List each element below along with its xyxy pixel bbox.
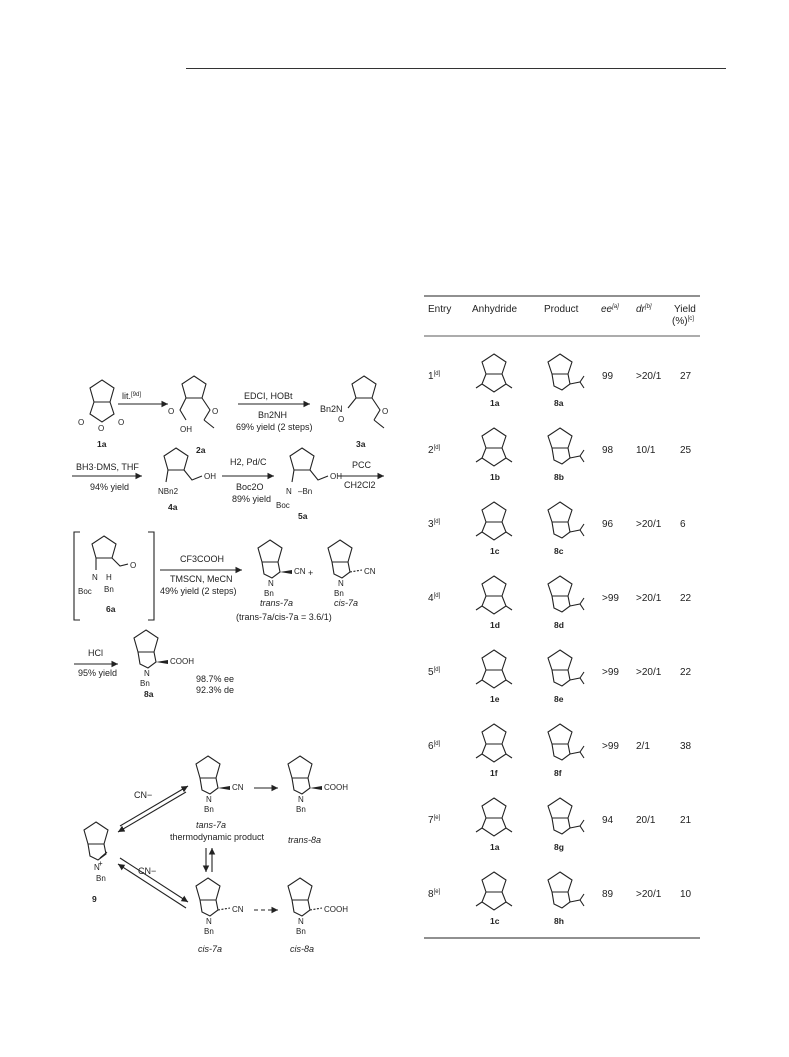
scheme-1 — [72, 376, 388, 699]
row-1-ee: 99 — [602, 371, 614, 382]
svg-text:O: O — [78, 418, 85, 427]
row-6-anhydride-structure — [476, 724, 512, 762]
reagent-tmscn: TMSCN, MeCN — [170, 574, 233, 584]
row-5-ee: >99 — [602, 667, 619, 678]
bracket-left — [74, 532, 80, 620]
svg-text:CN: CN — [294, 567, 306, 576]
structure-trans-7a-s2 — [196, 756, 244, 814]
svg-text:O: O — [98, 424, 105, 433]
table-body — [428, 354, 692, 926]
svg-text:N: N — [298, 917, 304, 926]
lit-label: lit.[9d] — [122, 391, 142, 401]
row-6-dr: 2/1 — [636, 741, 650, 752]
thermo-label: thermodynamic product — [170, 832, 265, 842]
yield-2: 94% yield — [90, 482, 130, 492]
row-2-product-label: 8b — [554, 472, 564, 482]
structure-9 — [84, 822, 108, 883]
row-1-anhydride-structure — [476, 354, 512, 392]
label-1a: 1a — [97, 439, 107, 449]
svg-text:OH: OH — [330, 472, 342, 481]
structure-8a — [134, 630, 194, 688]
svg-text:COOH: COOH — [170, 657, 194, 666]
row-8-product-structure — [548, 872, 584, 908]
ee-value: 98.7% ee — [196, 674, 235, 684]
row-8-dr: >20/1 — [636, 889, 662, 900]
svg-text:N: N — [92, 573, 98, 582]
reagent-ch2cl2: CH2Cl2 — [344, 480, 376, 490]
reagent-edci: EDCI, HOBt — [244, 391, 293, 401]
row-1-yield: 27 — [680, 371, 692, 382]
row-5-anhydride-label: 1e — [490, 694, 500, 704]
row-4-product-label: 8d — [554, 620, 564, 630]
svg-text:Bn: Bn — [204, 927, 214, 936]
row-2-anhydride-label: 1b — [490, 472, 500, 482]
row-8-yield: 10 — [680, 889, 692, 900]
svg-text:NBn2: NBn2 — [158, 487, 179, 496]
row-2-dr: 10/1 — [636, 445, 656, 456]
row-3-ee: 96 — [602, 519, 614, 530]
svg-text:–Bn: –Bn — [298, 487, 313, 496]
row-8-entry: 8[e] — [428, 889, 441, 900]
row-5-entry: 5[d] — [428, 667, 441, 678]
svg-text:O: O — [118, 418, 125, 427]
row-5-product-structure — [548, 650, 584, 686]
svg-text:H: H — [106, 573, 112, 582]
row-7-product-label: 8g — [554, 842, 564, 852]
label-cis-8a: cis-8a — [290, 944, 315, 954]
plus-sign: + — [308, 568, 314, 578]
header-product: Product — [544, 304, 579, 315]
row-2-ee: 98 — [602, 445, 614, 456]
header-yield-unit: (%)[c] — [672, 316, 694, 327]
reagent-pcc: PCC — [352, 460, 372, 470]
svg-text:O: O — [338, 415, 345, 424]
label-trans-7a: trans-7a — [260, 598, 294, 608]
structure-4a — [158, 448, 216, 496]
header-anhydride: Anhydride — [472, 304, 518, 315]
structure-cis-8a — [288, 878, 348, 936]
label-3a: 3a — [356, 439, 366, 449]
row-5-product-label: 8e — [554, 694, 564, 704]
structure-trans-8a — [288, 756, 348, 814]
svg-text:Bn: Bn — [140, 679, 150, 688]
svg-text:O: O — [212, 407, 219, 416]
svg-text:CN: CN — [364, 567, 376, 576]
bracket-right — [148, 532, 154, 620]
reagent-hcl: HCl — [88, 648, 103, 658]
header-ee: ee[a] — [601, 304, 619, 315]
row-7-anhydride-label: 1a — [490, 842, 500, 852]
svg-text:OH: OH — [204, 472, 216, 481]
structure-3a — [338, 376, 388, 428]
svg-text:N: N — [298, 795, 304, 804]
reagent-cf3cooh: CF3COOH — [180, 554, 225, 564]
cn-minus-2: CN− — [138, 866, 157, 876]
row-6-product-structure — [548, 724, 584, 760]
svg-text:O: O — [382, 407, 389, 416]
row-6-product-label: 8f — [554, 768, 562, 778]
row-2-anhydride-structure — [476, 428, 512, 466]
svg-text:CN: CN — [232, 905, 244, 914]
svg-text:Boc: Boc — [276, 501, 290, 510]
row-1-product-label: 8a — [554, 398, 564, 408]
row-7-yield: 21 — [680, 815, 692, 826]
row-2-entry: 2[d] — [428, 445, 441, 456]
row-6-anhydride-label: 1f — [490, 768, 498, 778]
row-7-entry: 7[e] — [428, 815, 441, 826]
reagent-bn2nh: Bn2NH — [258, 410, 288, 420]
bn-6a: Bn — [104, 585, 114, 594]
results-table — [424, 296, 700, 938]
header-yield: Yield — [674, 304, 696, 315]
svg-text:Bn: Bn — [96, 874, 106, 883]
structure-1a — [78, 380, 124, 433]
row-8-anhydride-structure — [476, 872, 512, 910]
svg-text:O: O — [130, 561, 137, 570]
row-5-anhydride-structure — [476, 650, 512, 688]
row-4-anhydride-structure — [476, 576, 512, 614]
scheme-2 — [84, 756, 348, 954]
svg-text:Boc: Boc — [78, 587, 92, 596]
structure-5a — [276, 448, 342, 510]
row-3-anhydride-label: 1c — [490, 546, 500, 556]
row-7-product-structure — [548, 798, 584, 834]
label-4a: 4a — [168, 502, 178, 512]
row-3-product-structure — [548, 502, 584, 538]
reagent-h2: H2, Pd/C — [230, 457, 267, 467]
header-entry: Entry — [428, 304, 452, 315]
row-3-dr: >20/1 — [636, 519, 662, 530]
label-9: 9 — [92, 894, 97, 904]
row-6-ee: >99 — [602, 741, 619, 752]
svg-text:Bn: Bn — [264, 589, 274, 598]
header-dr: dr[b] — [636, 304, 652, 315]
row-1-product-structure — [548, 354, 584, 390]
svg-text:N: N — [206, 795, 212, 804]
svg-text:Bn: Bn — [296, 927, 306, 936]
row-8-anhydride-label: 1c — [490, 916, 500, 926]
row-2-yield: 25 — [680, 445, 692, 456]
svg-text:N: N — [338, 579, 344, 588]
label-cis-7a-s2: cis-7a — [198, 944, 223, 954]
svg-text:Bn: Bn — [204, 805, 214, 814]
yield-6: 95% yield — [78, 668, 118, 678]
row-1-dr: >20/1 — [636, 371, 662, 382]
de-value: 92.3% de — [196, 685, 235, 695]
row-4-product-structure — [548, 576, 584, 612]
svg-text:COOH: COOH — [324, 783, 348, 792]
row-3-yield: 6 — [680, 519, 686, 530]
row-7-dr: 20/1 — [636, 815, 656, 826]
label-2a: 2a — [196, 445, 206, 455]
row-5-dr: >20/1 — [636, 667, 662, 678]
svg-text:O: O — [168, 407, 175, 416]
label-trans-8a: trans-8a — [288, 835, 322, 845]
row-4-ee: >99 — [602, 593, 619, 604]
row-5-yield: 22 — [680, 667, 692, 678]
svg-text:N: N — [144, 669, 150, 678]
row-8-product-label: 8h — [554, 916, 564, 926]
row-3-entry: 3[d] — [428, 519, 441, 530]
svg-text:Bn: Bn — [296, 805, 306, 814]
ratio-text: (trans-7a/cis-7a = 3.6/1) — [236, 612, 332, 622]
arrow-9-to-cis — [120, 858, 188, 902]
row-4-dr: >20/1 — [636, 593, 662, 604]
row-8-ee: 89 — [602, 889, 614, 900]
yield-3: 89% yield — [232, 494, 272, 504]
row-6-entry: 6[d] — [428, 741, 441, 752]
svg-text:CN: CN — [232, 783, 244, 792]
label-5a: 5a — [298, 511, 308, 521]
label-tans-7a: tans-7a — [196, 820, 227, 830]
row-4-entry: 4[d] — [428, 593, 441, 604]
row-1-entry: 1[d] — [428, 371, 441, 382]
row-4-yield: 22 — [680, 593, 692, 604]
yield-5: 49% yield (2 steps) — [160, 586, 237, 596]
label-6a: 6a — [106, 604, 116, 614]
row-6-yield: 38 — [680, 741, 692, 752]
reagent-boc2o: Boc2O — [236, 482, 264, 492]
svg-text:N: N — [286, 487, 292, 496]
svg-text:N: N — [206, 917, 212, 926]
row-7-ee: 94 — [602, 815, 614, 826]
structure-2a — [168, 376, 218, 434]
yield-1: 69% yield (2 steps) — [236, 422, 313, 432]
svg-text:OH: OH — [180, 425, 192, 434]
row-4-anhydride-label: 1d — [490, 620, 500, 630]
structure-trans-7a — [258, 540, 306, 598]
svg-text:N: N — [94, 863, 100, 872]
structure-cis-7a — [328, 540, 376, 598]
svg-text:+: + — [98, 859, 103, 868]
row-3-anhydride-structure — [476, 502, 512, 540]
bn2n-label: Bn2N — [320, 404, 343, 414]
row-3-product-label: 8c — [554, 546, 564, 556]
row-2-product-structure — [548, 428, 584, 464]
svg-text:Bn: Bn — [334, 589, 344, 598]
structure-cis-7a-s2 — [196, 878, 244, 936]
arrow-9-to-trans — [120, 786, 188, 826]
row-1-anhydride-label: 1a — [490, 398, 500, 408]
svg-text:N: N — [268, 579, 274, 588]
label-cis-7a: cis-7a — [334, 598, 359, 608]
row-7-anhydride-structure — [476, 798, 512, 836]
reagent-bh3: BH3·DMS, THF — [76, 462, 139, 472]
svg-text:COOH: COOH — [324, 905, 348, 914]
cn-minus-1: CN− — [134, 790, 153, 800]
label-8a: 8a — [144, 689, 154, 699]
